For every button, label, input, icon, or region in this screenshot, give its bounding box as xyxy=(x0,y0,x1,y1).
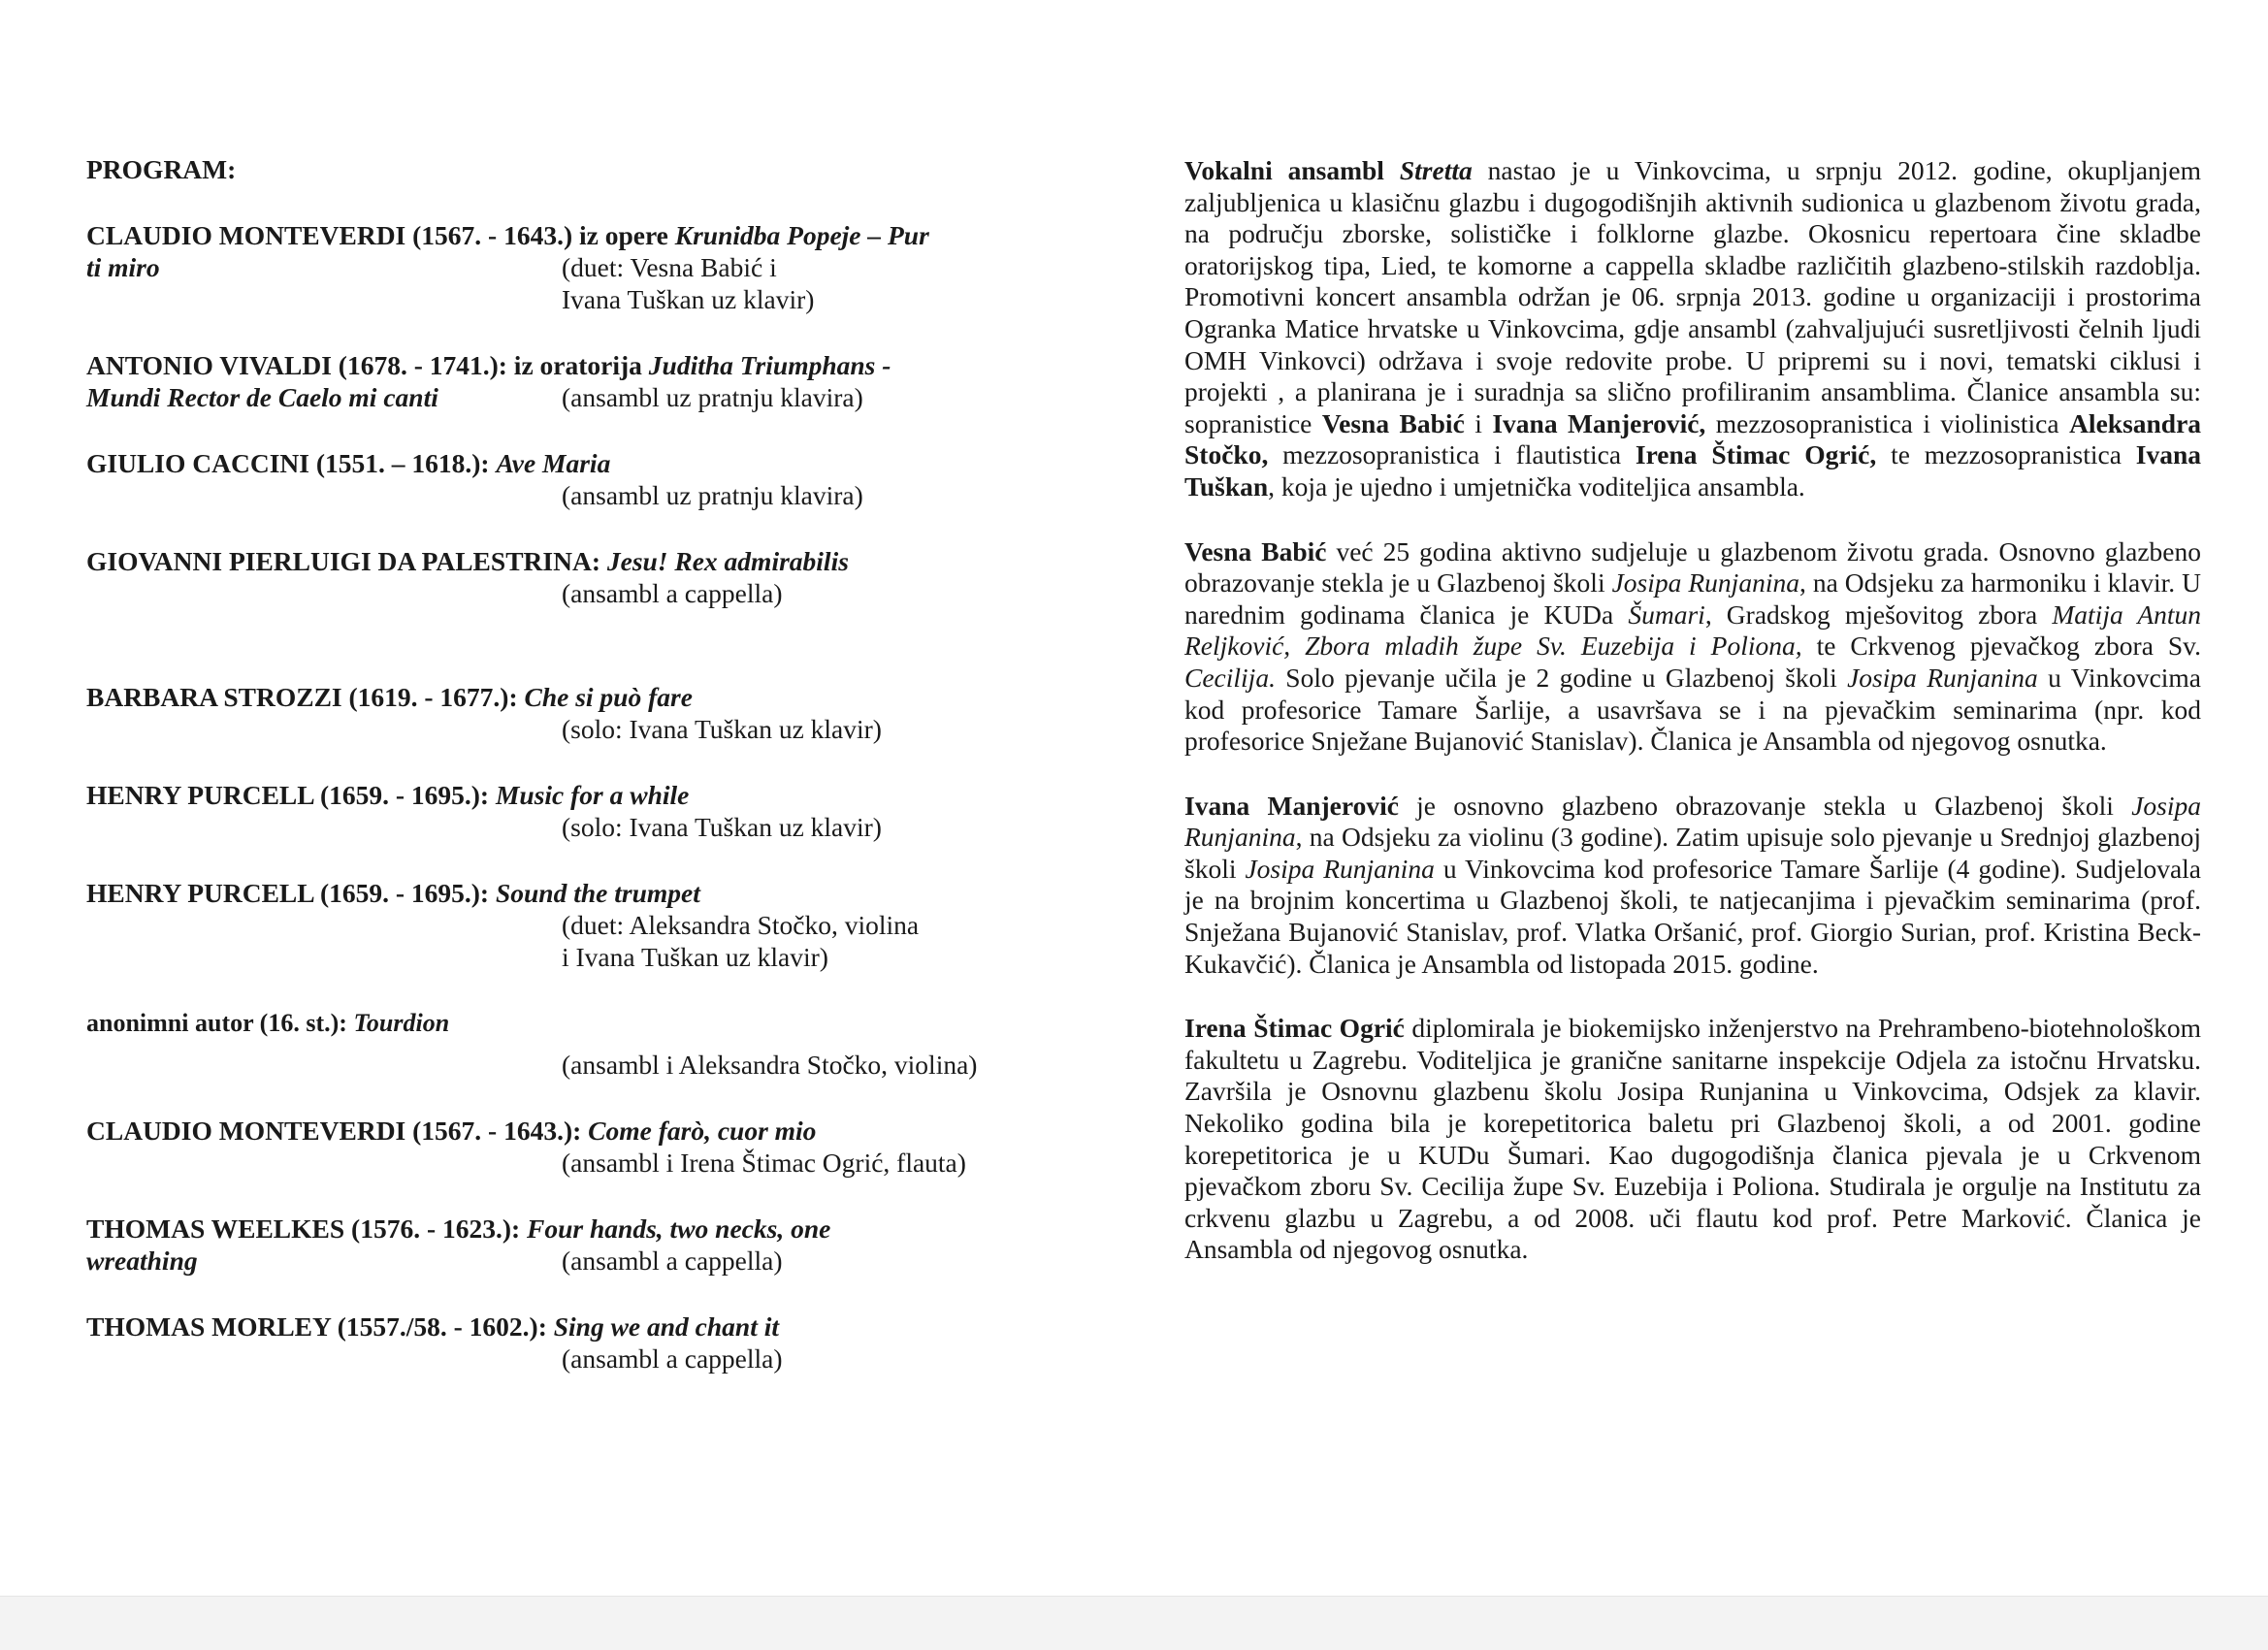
composer: anonimni autor (16. st.): xyxy=(86,1009,347,1037)
work-title: Che si può fare xyxy=(524,682,693,712)
work-title: Tourdion xyxy=(353,1009,450,1037)
composer: HENRY PURCELL (1659. - 1695.): xyxy=(86,878,490,908)
bio-ivana-manjerovic: Ivana Manjerović je osnovno glazbeno obrazovanje stekla u Glazbenoj školi Josipa Runjanina, na Odsjeku za violinu (3 godine). Zatim upisuje solo pjevanje u Srednjoj glazbenoj školi Josipa Runjanina u Vinkovcima kod profesorice Tamare Šarlije (4 godine). Sudjelovala je na brojnim koncertima u Glazbenoj školi, te natjecanjima i pjevačkim seminarima (prof. Snježana Bujanović Stanislav, prof. Vlatka Oršanić, prof. Giorgio Surian, prof. Kristina Beck-Kukavčić). Članica je Ansambla od listopada 2015. godine. xyxy=(1184,790,2202,979)
work-title: Sound the trumpet xyxy=(495,878,700,908)
performers: (duet: Vesna Babić i xyxy=(562,252,777,282)
composer: HENRY PURCELL (1659. - 1695.): xyxy=(86,780,490,810)
work-title: Jesu! Rex admirabilis xyxy=(606,546,849,576)
program-entry xyxy=(86,877,1056,973)
program-entry xyxy=(86,1310,1056,1375)
composer: ANTONIO VIVALDI (1678. - 1741.): iz oratorija xyxy=(86,350,642,380)
performers: (ansambl i Irena Štimac Ogrić, flauta) xyxy=(562,1148,966,1178)
program-entry xyxy=(86,681,1056,745)
work-title: Ave Maria xyxy=(496,448,611,478)
composer: GIULIO CACCINI (1551. – 1618.): xyxy=(86,448,490,478)
work-title-cont: wreathing xyxy=(86,1246,198,1276)
performers: (ansambl i Aleksandra Stočko, violina) xyxy=(562,1050,978,1080)
program-entry xyxy=(86,447,1056,511)
program-entry xyxy=(86,349,1056,413)
program-entry xyxy=(86,219,1056,315)
program-entry xyxy=(86,779,1056,843)
biography-column xyxy=(1184,155,2201,1266)
program-column xyxy=(86,153,1056,1375)
composer: GIOVANNI PIERLUIGI DA PALESTRINA: xyxy=(86,546,600,576)
performers: (solo: Ivana Tuškan uz klavir) xyxy=(562,812,882,842)
performers: (duet: Aleksandra Stočko, violina xyxy=(562,910,920,940)
performers: (ansambl a cappella) xyxy=(562,1343,783,1374)
program-entry xyxy=(86,1115,1056,1179)
composer: THOMAS WEELKES (1576. - 1623.): xyxy=(86,1213,521,1244)
bio-irena-stimac-ogric: Irena Štimac Ogrić diplomirala je biokemijsko inženjerstvo na Prehrambeno-biotehnološkom fakultetu u Zagrebu. Voditeljica je granične sanitarne inspekcije Odjela za istočnu Hrvatsku. Završila je Osnovnu glazbenu školu Josipa Runjanina u Vinkovcima, Odsjek za klavir. Nekoliko godina bila je korepetitorica baletu pri Glazbenoj školi, a od 2001. godine korepetitorica je u KUDu Šumari. Kao dugogodišnja članica pjevala je u Crkvenom pjevačkom zboru Sv. Cecilija župe Sv. Euzebija i Poliona. Studirala je orgulje na Institutu za crkvenu glazbu u Zagrebu, a od 2008. uči flautu kod prof. Petre Marković. Članica je Ansambla od njegovog osnutka. xyxy=(1184,1013,2201,1265)
work-title: Sing we and chant it xyxy=(553,1311,780,1342)
work-title: Come farò, cuor mio xyxy=(588,1116,817,1146)
performers: (ansambl a cappella) xyxy=(562,1246,783,1276)
program-entry xyxy=(86,545,1056,609)
work-title-cont: ti miro xyxy=(86,252,160,282)
performers-cont: Ivana Tuškan uz klavir) xyxy=(562,284,815,314)
composer: THOMAS MORLEY (1557./58. - 1602.): xyxy=(86,1311,547,1342)
performers: (ansambl uz pratnju klavira) xyxy=(562,382,863,412)
performers: (ansambl a cappella) xyxy=(562,578,783,608)
composer: CLAUDIO MONTEVERDI (1567. - 1643.): xyxy=(86,1116,582,1146)
performers: (solo: Ivana Tuškan uz klavir) xyxy=(562,714,882,744)
performers: (ansambl uz pratnju klavira) xyxy=(562,480,863,510)
work-title: Four hands, two necks, one xyxy=(527,1213,831,1244)
composer: BARBARA STROZZI (1619. - 1677.): xyxy=(86,682,518,712)
program-heading: PROGRAM: xyxy=(86,154,237,184)
composer: CLAUDIO MONTEVERDI (1567. - 1643.) iz opere xyxy=(86,220,668,250)
program-entry xyxy=(86,1213,1056,1277)
performers-cont: i Ivana Tuškan uz klavir) xyxy=(562,942,828,972)
work-title: Music for a while xyxy=(495,780,690,810)
ensemble-paragraph: Vokalni ansambl Stretta nastao je u Vinkovcima, u srpnju 2012. godine, okupljanjem zaljubljenica u klasičnu glazbu i dugogodišnjih aktivnih sudionica u glazbenom životu grada, na području zborske, solističke i folklorne glazbe. Okosnicu repertoara čine skladbe oratorijskog tipa, Lied, te komorne a cappella skladbe različitih glazbeno-stilskih razdoblja. Promotivni koncert ansambla održan je 06. srpnja 2013. godine u organizaciji i prostorima Ogranka Matice hrvatske u Vinkovcima, gdje ansambl (zahvaljujući susretljivosti čelnih ljudi OMH Vinkovci) održava i svoje redovite probe. U pripremi su i novi, tematski ciklusi i projekti , a planirana je i suradnja sa slično profiliranim ansamblima. Članice ansambla su: sopranistice Vesna Babić i Ivana Manjerović, mezzosopranistica i violinistica Aleksandra Stočko, mezzosopranistica i flautistica Irena Štimac Ogrić, te mezzosopranistica Ivana Tuškan, koja je ujedno i umjetnička voditeljica ansambla. xyxy=(1184,155,2202,501)
work-title: Krunidba Popeje – Pur xyxy=(674,220,929,250)
work-title-cont: Mundi Rector de Caelo mi canti xyxy=(86,382,438,412)
work-title: Juditha Triumphans - xyxy=(648,350,891,380)
bio-vesna-babic: Vesna Babić već 25 godina aktivno sudjeluje u glazbenom životu grada. Osnovno glazbeno obrazovanje stekla je u Glazbenoj školi Josipa Runjanina, na Odsjeku za harmoniku i klavir. U narednim godinama članica je KUDa Šumari, Gradskog mješovitog zbora Matija Antun Reljković, Zbora mladih župe Sv. Euzebija i Poliona, te Crkvenog pjevačkog zbora Sv. Cecilija. Solo pjevanje učila je 2 godine u Glazbenoj školi Josipa Runjanina u Vinkovcima kod profesorice Tamare Šarlije, a usavršava se i na pjevačkim seminarima (npr. kod profesorice Snježane Bujanović Stanislav). Članica je Ansambla od njegovog osnutka. xyxy=(1184,535,2202,757)
scan-edge xyxy=(0,1596,2268,1650)
program-entry xyxy=(86,1007,1056,1081)
